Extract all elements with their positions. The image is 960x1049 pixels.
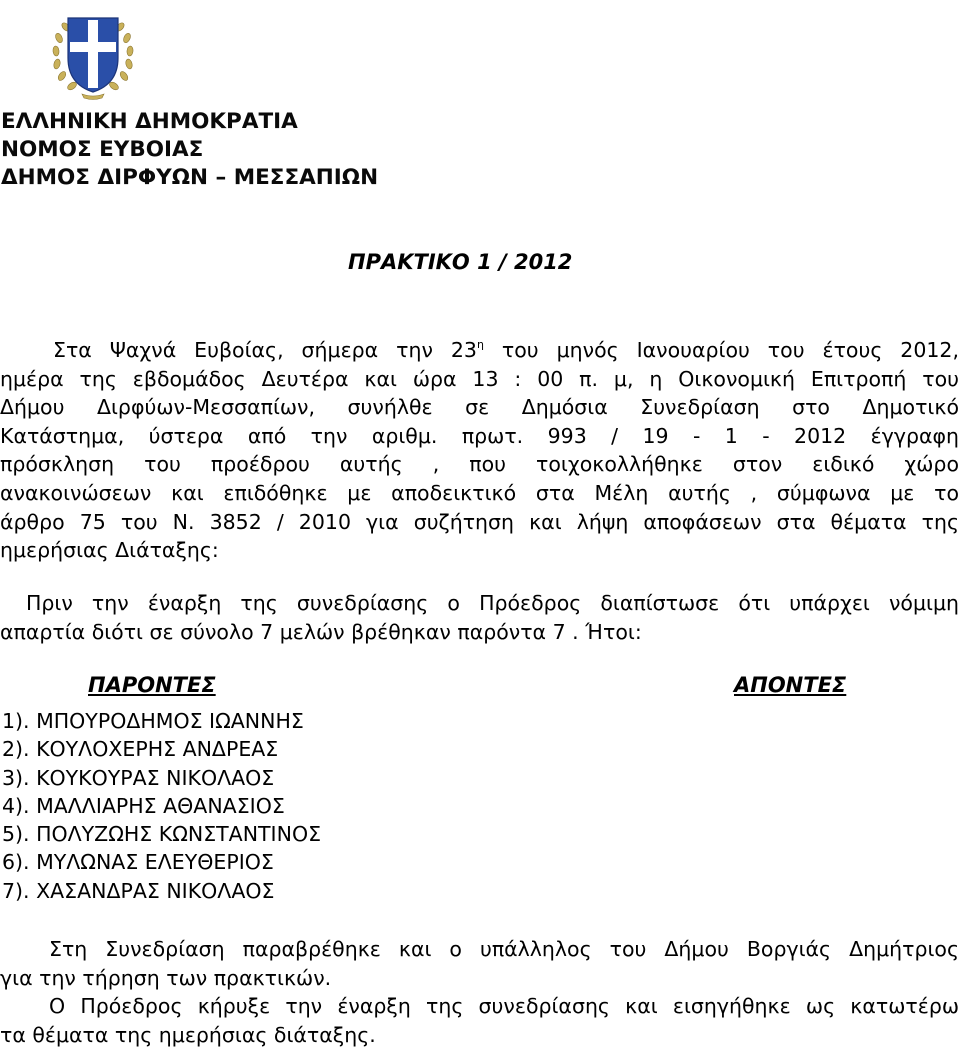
header-prefecture: ΝΟΜΟΣ ΕΥΒΟΙΑΣ — [1, 137, 204, 162]
closing-line: τα θέματα της ημερήσιας διάταξης. — [0, 1022, 376, 1047]
intro-line — [0, 336, 959, 365]
document-header — [1, 108, 378, 192]
present-heading: ΠΑΡΟΝΤΕΣ — [88, 673, 216, 697]
quorum-line: απαρτία διότι σε σύνολο 7 μελών βρέθηκαν παρόντα 7 . Ήτοι: — [0, 619, 642, 644]
quorum-line: Πριν την έναρξη της συνεδρίασης ο Πρόεδρος διαπίστωσε ότι υπάρχει νόμιμη — [26, 591, 959, 615]
closing-paragraph — [0, 935, 959, 1049]
intro-line: άρθρο 75 του Ν. 3852 / 2010 για συζήτηση και λήψη αποφάσεων στα θέματα της — [0, 509, 959, 534]
member-item: 7). ΧΑΣΑΝΔΡΑΣ ΝΙΚΟΛΑΟΣ — [2, 878, 275, 903]
intro-line: Δήμου Διρφύων-Μεσσαπίων, συνήλθε σε Δημόσια Συνεδρίαση στο Δημοτικό — [0, 395, 959, 420]
present-members-list — [2, 707, 321, 905]
member-item: 2). ΚΟΥΛΟΧΕΡΗΣ ΑΝΔΡΕΑΣ — [2, 737, 279, 762]
closing-line: για την τήρηση των πρακτικών. — [0, 965, 332, 990]
absent-heading: ΑΠΟΝΤΕΣ — [734, 673, 847, 697]
member-item: 1). ΜΠΟΥΡΟΔΗΜΟΣ ΙΩΑΝΝΗΣ — [2, 709, 304, 733]
intro-line: ημέρα της εβδομάδος Δευτέρα και ώρα 13 : 00 π. μ, η Οικονομική Επιτροπή του — [0, 366, 959, 391]
intro-line: πρόσκληση του προέδρου αυτής , που τοιχοκολλήθηκε στον ειδικό χώρο — [0, 452, 959, 477]
member-item: 6). ΜΥΛΩΝΑΣ ΕΛΕΥΘΕΡΙΟΣ — [2, 850, 274, 875]
member-item: 4). ΜΑΛΛΙΑΡΗΣ ΑΘΑΝΑΣΙΟΣ — [2, 793, 285, 818]
intro-line: ανακοινώσεων και επιδόθηκε με αποδεικτικό στα Μέλη αυτής , σύμφωνα με το — [0, 480, 959, 505]
closing-line: Στη Συνεδρίαση παραβρέθηκε και ο υπάλληλος του Δήμου Βοργιάς Δημήτριος — [49, 937, 959, 961]
intro-line: Κατάστημα, ύστερα από την αριθμ. πρωτ. 993 / 19 - 1 - 2012 έγγραφη — [0, 423, 959, 448]
intro-text: του μηνός Ιανουαρίου του έτους 2012, — [483, 338, 959, 362]
closing-line: Ο Πρόεδρος κήρυξε την έναρξη της συνεδρίασης και εισηγήθηκε ως κατωτέρω — [49, 994, 959, 1019]
header-municipality: ΔΗΜΟΣ ΔΙΡΦΥΩΝ – ΜΕΣΣΑΠΙΩΝ — [1, 165, 379, 190]
document-title: ΠΡΑΚΤΙΚΟ 1 / 2012 — [348, 250, 573, 274]
intro-line: ημερήσιας Διάταξης: — [0, 538, 219, 563]
intro-text: Στα Ψαχνά Ευβοίας, σήμερα την 23 — [53, 338, 477, 362]
member-item: 5). ΠΟΛΥΖΩΗΣ ΚΩΝΣΤΑΝΤΙΝΟΣ — [2, 822, 322, 847]
ordinal-superscript: η — [476, 338, 484, 351]
member-item: 3). ΚΟΥΚΟΥΡΑΣ ΝΙΚΟΛΑΟΣ — [2, 765, 275, 790]
greek-emblem-icon — [48, 6, 138, 102]
quorum-paragraph — [0, 589, 959, 646]
header-country: ΕΛΛΗΝΙΚΗ ΔΗΜΟΚΡΑΤΙΑ — [1, 109, 298, 134]
intro-paragraph — [0, 336, 959, 565]
